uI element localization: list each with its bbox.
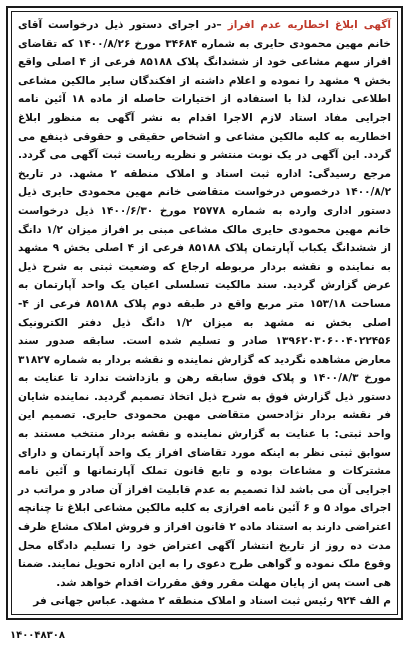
- notice-frame: [6, 6, 403, 620]
- notice-body: –در اجرای دستور ذیل درخواست آقای خانم مهین محمودی حایری به شماره ۳۴۶۸۴ مورخ ۱۴۰۰/۸/۲۶ که تقاضای افراز سهم مشاعی خود از ششدانگ پلاک ۸۵۱۸۸ فرعی از ۴ اصلی واقع بخش ۹ مشهد را نموده و اعلام داشته از افکندگان سایر مالکین مشاعی اطلاعی ندارد، لذا با استفاده از اختیارات حاصله از ماده ۱۸ آئین نامه اجرایی مفاد استاد لازم الاجرا اقدام به نشر آگهی به منظور ابلاغ اخطاریه به کلیه مالکین مشاعی و اشخاص حقیقی و حقوقی ذینفع می گردد. این آگهی در یک نوبت منتشر و نظریه ریاست ثبت آگهی می گردد. مرجع رسیدگی: اداره ثبت اسناد و املاک منطقه ۲ مشهد. در تاریخ ۱۴۰۰/۸/۲ درخصوص درخواست متقاضی خانم مهین محمودی حایری ذیل دستور اداری وارده به شماره ۲۵۷۷۸ مورخ ۱۴۰۰/۶/۳۰ ذیل درخواست خانم مهین محمودی حایری مالک مشاعی مبنی بر افراز میزان ۱/۲ دانگ از ششدانگ یکباب آپارتمان پلاک ۸۵۱۸۸ فرعی از ۴ اصلی بخش ۹ مشهد به نماینده و نقشه بردار مربوطه ارجاع که وضعیت ثبتی به شرح ذیل عرض گزارش گردید. سند مالکیت تسلسلی اعیان یک واحد آپارتمان به مساحت ۱۵۳/۱۸ متر مربع واقع در طبقه دوم پلاک ۸۵۱۸۸ فرعی از ۴- اصلی بخش نه مشهد به میزان ۱/۲ دانگ ذیل دفتر الکترونیک ۱۳۹۶۲۰۳۰۶۰۰۴۰۲۲۴۵۶ صادر و تسلیم شده است. سابقه صدور سند معارض مشاهده نگردید که گزارش نماینده و نقشه بردار به شماره ۳۱۸۲۷ مورخ ۱۴۰۰/۸/۳ و پلاک فوق سابقه رهن و بازداشت ندارد تا عنایت به دستور ذیل گزارش فوق به شرح ذیل اتخاذ تصمیم گردید. نماینده شایان فر نقشه بردار نژادحسن متقاضی مهین محمودی حایری. تصمیم این واحد ثبتی: با عنایت به گزارش نماینده و نقشه بردار منتخب مستند به سوابق ثبتی نظر به اینکه مورد تقاضای افراز یک واحد آپارتمان و دارای مشترکات و مشاعات بوده و تابع قانون تملک آپارتمانها و آئین نامه اجرایی آن می باشد لذا تصمیم به عدم قابلیت افراز آن صادر و مراتب در اجرای مواد ۵ و ۶ آئین نامه افرازی به کلیه مالکین مشاعی ابلاغ تا چنانچه اعتراضی دارند به استناد ماده ۲ قانون افراز و فروش املاک مشاع ظرف مدت ده روز از تاریخ انتشار آگهی اعتراض خود را تسلیم دادگاه محل وقوع ملک نموده و گواهی طرح دعوی را به این اداره تحویل نمایند. ضمنا هی است پس از پایان مهلت مقرر وفق مقررات اقدام خواهد شد.: [18, 19, 392, 589]
- notice-reference-number: ۱۴۰۰۴۸۳۰۸: [10, 630, 65, 641]
- notice-title: آگهی ابلاغ اخطاریه عدم افراز: [227, 19, 391, 31]
- notice-content: [11, 11, 398, 615]
- notice-signature: م الف ۹۲۴ رئیس ثبت اسناد و املاک منطقه ۲ مشهد. عباس جهانی فر: [33, 595, 391, 608]
